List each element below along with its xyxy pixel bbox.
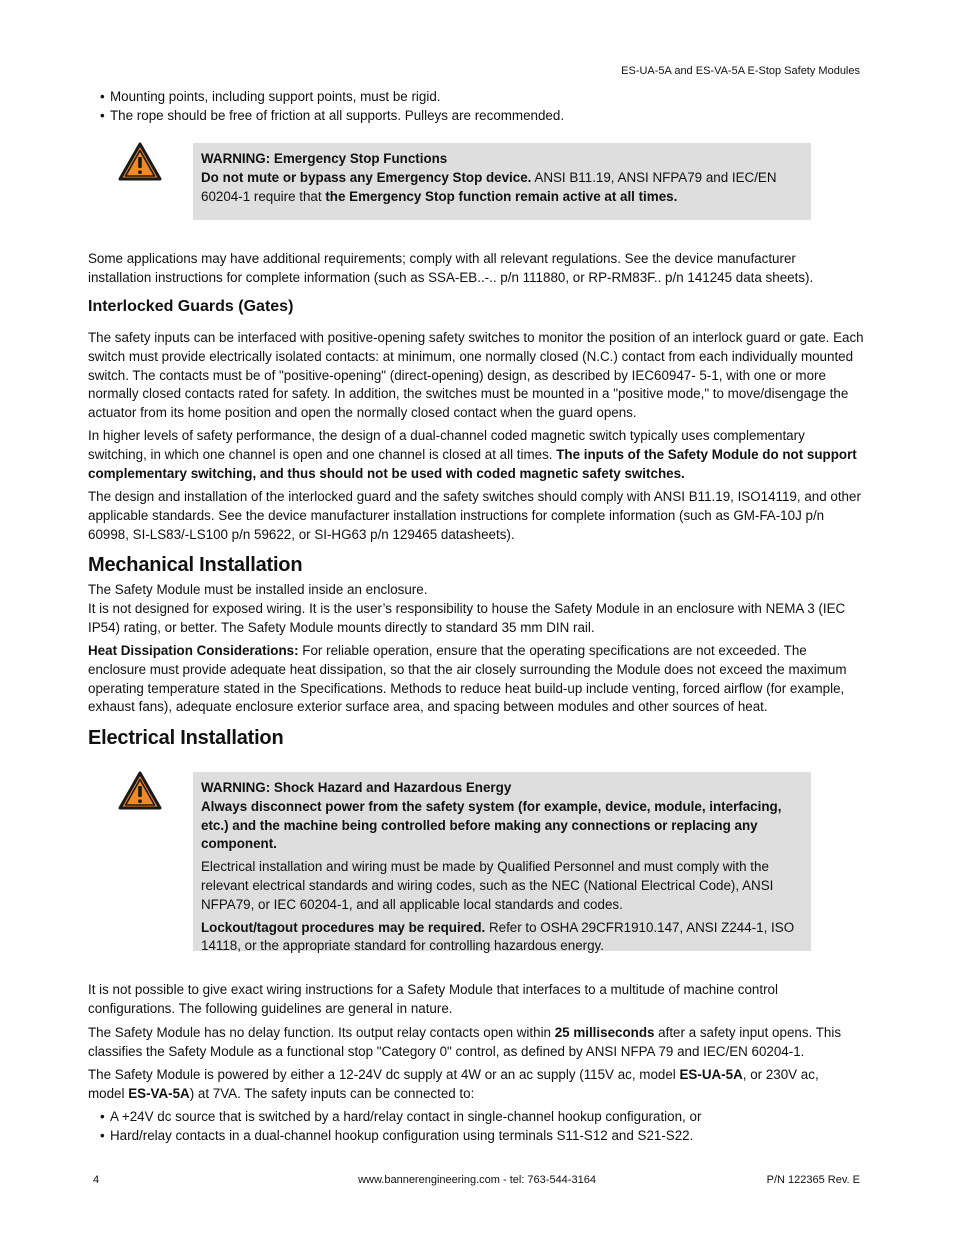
list-item: • Mounting points, including support points, must be rigid. <box>88 88 867 107</box>
warning-title: WARNING: Emergency Stop Functions <box>201 151 448 166</box>
mechanical-enclosure-text <box>88 581 867 637</box>
warning-text: Electrical installation and wiring must be made by Qualified Personnel and must comply with the relevant electrical standards and wiring codes, such as the NEC (National Electrical Code), ANSI NFPA79, or IEC 60204-1, and all applicable local standards and codes. <box>201 859 774 912</box>
warning-box-estop <box>193 143 811 220</box>
page-number: 4 <box>93 1174 100 1186</box>
paragraph-line: It is not designed for exposed wiring. It is the user’s responsibility to house the Safety Module in an enclosure with NEMA 3 (IEC IP54) rating, or better. The Safety Module mounts directly to standard 35 mm DIN rail. <box>88 600 846 635</box>
paragraph-bold-text: ES-VA-5A <box>128 1085 190 1101</box>
paragraph-text: after a safety input opens. This classifies the Safety Module as a functional stop "Category 0" control, as defined by ANSI NFPA 79 and IEC/EN 60204-1. <box>88 1025 842 1059</box>
paragraph-heat-dissipation <box>88 642 867 717</box>
electrical-bullet-list <box>88 1108 867 1146</box>
paragraph-text: , or 230V ac, model <box>88 1067 819 1101</box>
list-item: • A +24V dc source that is switched by a hard/relay contact in single-channel hookup configuration, or <box>88 1108 867 1127</box>
warning-bold-text: Do not mute or bypass any Emergency Stop device. <box>201 169 532 185</box>
heat-dissipation-label: Heat Dissipation Considerations: <box>88 643 299 658</box>
warning-bold-text: Always disconnect power from the safety system (for example, device, module, interfacing, etc.) and the machine being controlled before making any connections or replacing any component. <box>201 798 782 852</box>
warning-title: WARNING: Shock Hazard and Hazardous Energy <box>201 780 512 795</box>
list-item: • The rope should be free of friction at all supports. Pulleys are recommended. <box>88 107 867 126</box>
top-bullet-list <box>88 88 867 126</box>
list-item: • Hard/relay contacts in a dual-channel hookup configuration using terminals S11-S12 and S21-S22. <box>88 1127 867 1146</box>
paragraph-interlock-1: The safety inputs can be interfaced with positive-opening safety switches to monitor the position of an interlock guard or gate. Each switch must provide electrically isolated contacts: at minimum, one normally closed (N.C.) contact from each individually mounted switch. The contacts must be of "positive-opening" (direct-opening) design, as described by IEC60947- 5-1, with one or more normally closed contacts rated for safety. In addition, the switches must be mounted in a "positive mode," to move/disengage the actuator from its home position and open the normally closed contact when the guard opens. <box>88 330 864 421</box>
paragraph-bold-text: ES-UA-5A <box>679 1067 743 1082</box>
paragraph-additional-requirements: Some applications may have additional requirements; comply with all relevant regulations. See the device manufacturer installation instructions for complete information (such as SSA-EB..-.. p/n 111880, or RP-RM83F.. p/n 141245 data sheets). <box>88 251 814 285</box>
paragraph-electrical-1: It is not possible to give exact wiring instructions for a Safety Module that interfaces to a multitude of machine control configurations. The following guidelines are general in nature. <box>88 982 778 1016</box>
paragraph-interlock-3: The design and installation of the interlocked guard and the safety switches should comply with ANSI B11.19, ISO14119, and other applicable standards. See the device manufacturer installation instructions for complete information (such as GM-FA-10J p/n 60998, SI-LS83/-LS100 p/n 59622, or SI-HG63 p/n 129465 datasheets). <box>88 489 861 542</box>
paragraph-bold-text: 25 milliseconds <box>554 1025 655 1040</box>
warning-text: Refer to OSHA 29CFR1910.147, ANSI Z244-1, ISO 14118, or the appropriate standard for controlling hazardous energy. <box>201 919 795 954</box>
warning-box-shock-hazard <box>193 772 811 954</box>
footer-part-number: P/N 122365 Rev. E <box>766 1174 860 1186</box>
paragraph-electrical-2 <box>88 1024 867 1062</box>
heading-electrical-installation: Electrical Installation <box>88 727 284 749</box>
warning-triangle-icon <box>118 142 162 182</box>
paragraph-text: For reliable operation, ensure that the operating specifications are not exceeded. The enclosure must provide adequate heat dissipation, so that the air closely surrounding the Module does not exceed the maximum operating temperature stated in the Specifications. Methods to reduce heat build-up include venting, forced airflow (for example, exhaust fans), adequate enclosure exterior surface area, and spacing between modules and other sources of heat. <box>88 643 847 715</box>
warning-text: ANSI B11.19, ANSI NFPA79 and IEC/EN 60204-1 require that <box>201 169 777 204</box>
paragraph-interlock-2 <box>88 427 867 483</box>
paragraph-electrical-3 <box>88 1066 854 1104</box>
heading-interlocked-guards: Interlocked Guards (Gates) <box>88 298 294 315</box>
paragraph-line: The Safety Module must be installed inside an enclosure. <box>88 582 428 597</box>
warning-bold-text: the Emergency Stop function remain active at all times. <box>325 188 678 204</box>
paragraph-bold-text: The inputs of the Safety Module do not support complementary switching, and thus should not be used with coded magnetic safety switches. <box>88 446 857 481</box>
heading-mechanical-installation: Mechanical Installation <box>88 554 303 576</box>
paragraph-text: In higher levels of safety performance, the design of a dual-channel coded magnetic switch typically uses complementary switching, in which one channel is open and one channel is closed at all times. <box>88 428 805 462</box>
paragraph-text: ) at 7VA. The safety inputs can be connected to: <box>189 1085 475 1101</box>
paragraph-text: The Safety Module is powered by either a 12-24V dc supply at 4W or an ac supply (115V ac, model <box>88 1067 680 1082</box>
warning-triangle-icon <box>118 771 162 811</box>
footer-website-phone: www.bannerengineering.com - tel: 763-544-3164 <box>358 1174 596 1186</box>
paragraph-text: The Safety Module has no delay function. Its output relay contacts open within <box>88 1025 555 1040</box>
running-header: ES-UA-5A and ES-VA-5A E-Stop Safety Modules <box>621 65 860 77</box>
warning-bold-text: Lockout/tagout procedures may be required. <box>201 919 486 935</box>
